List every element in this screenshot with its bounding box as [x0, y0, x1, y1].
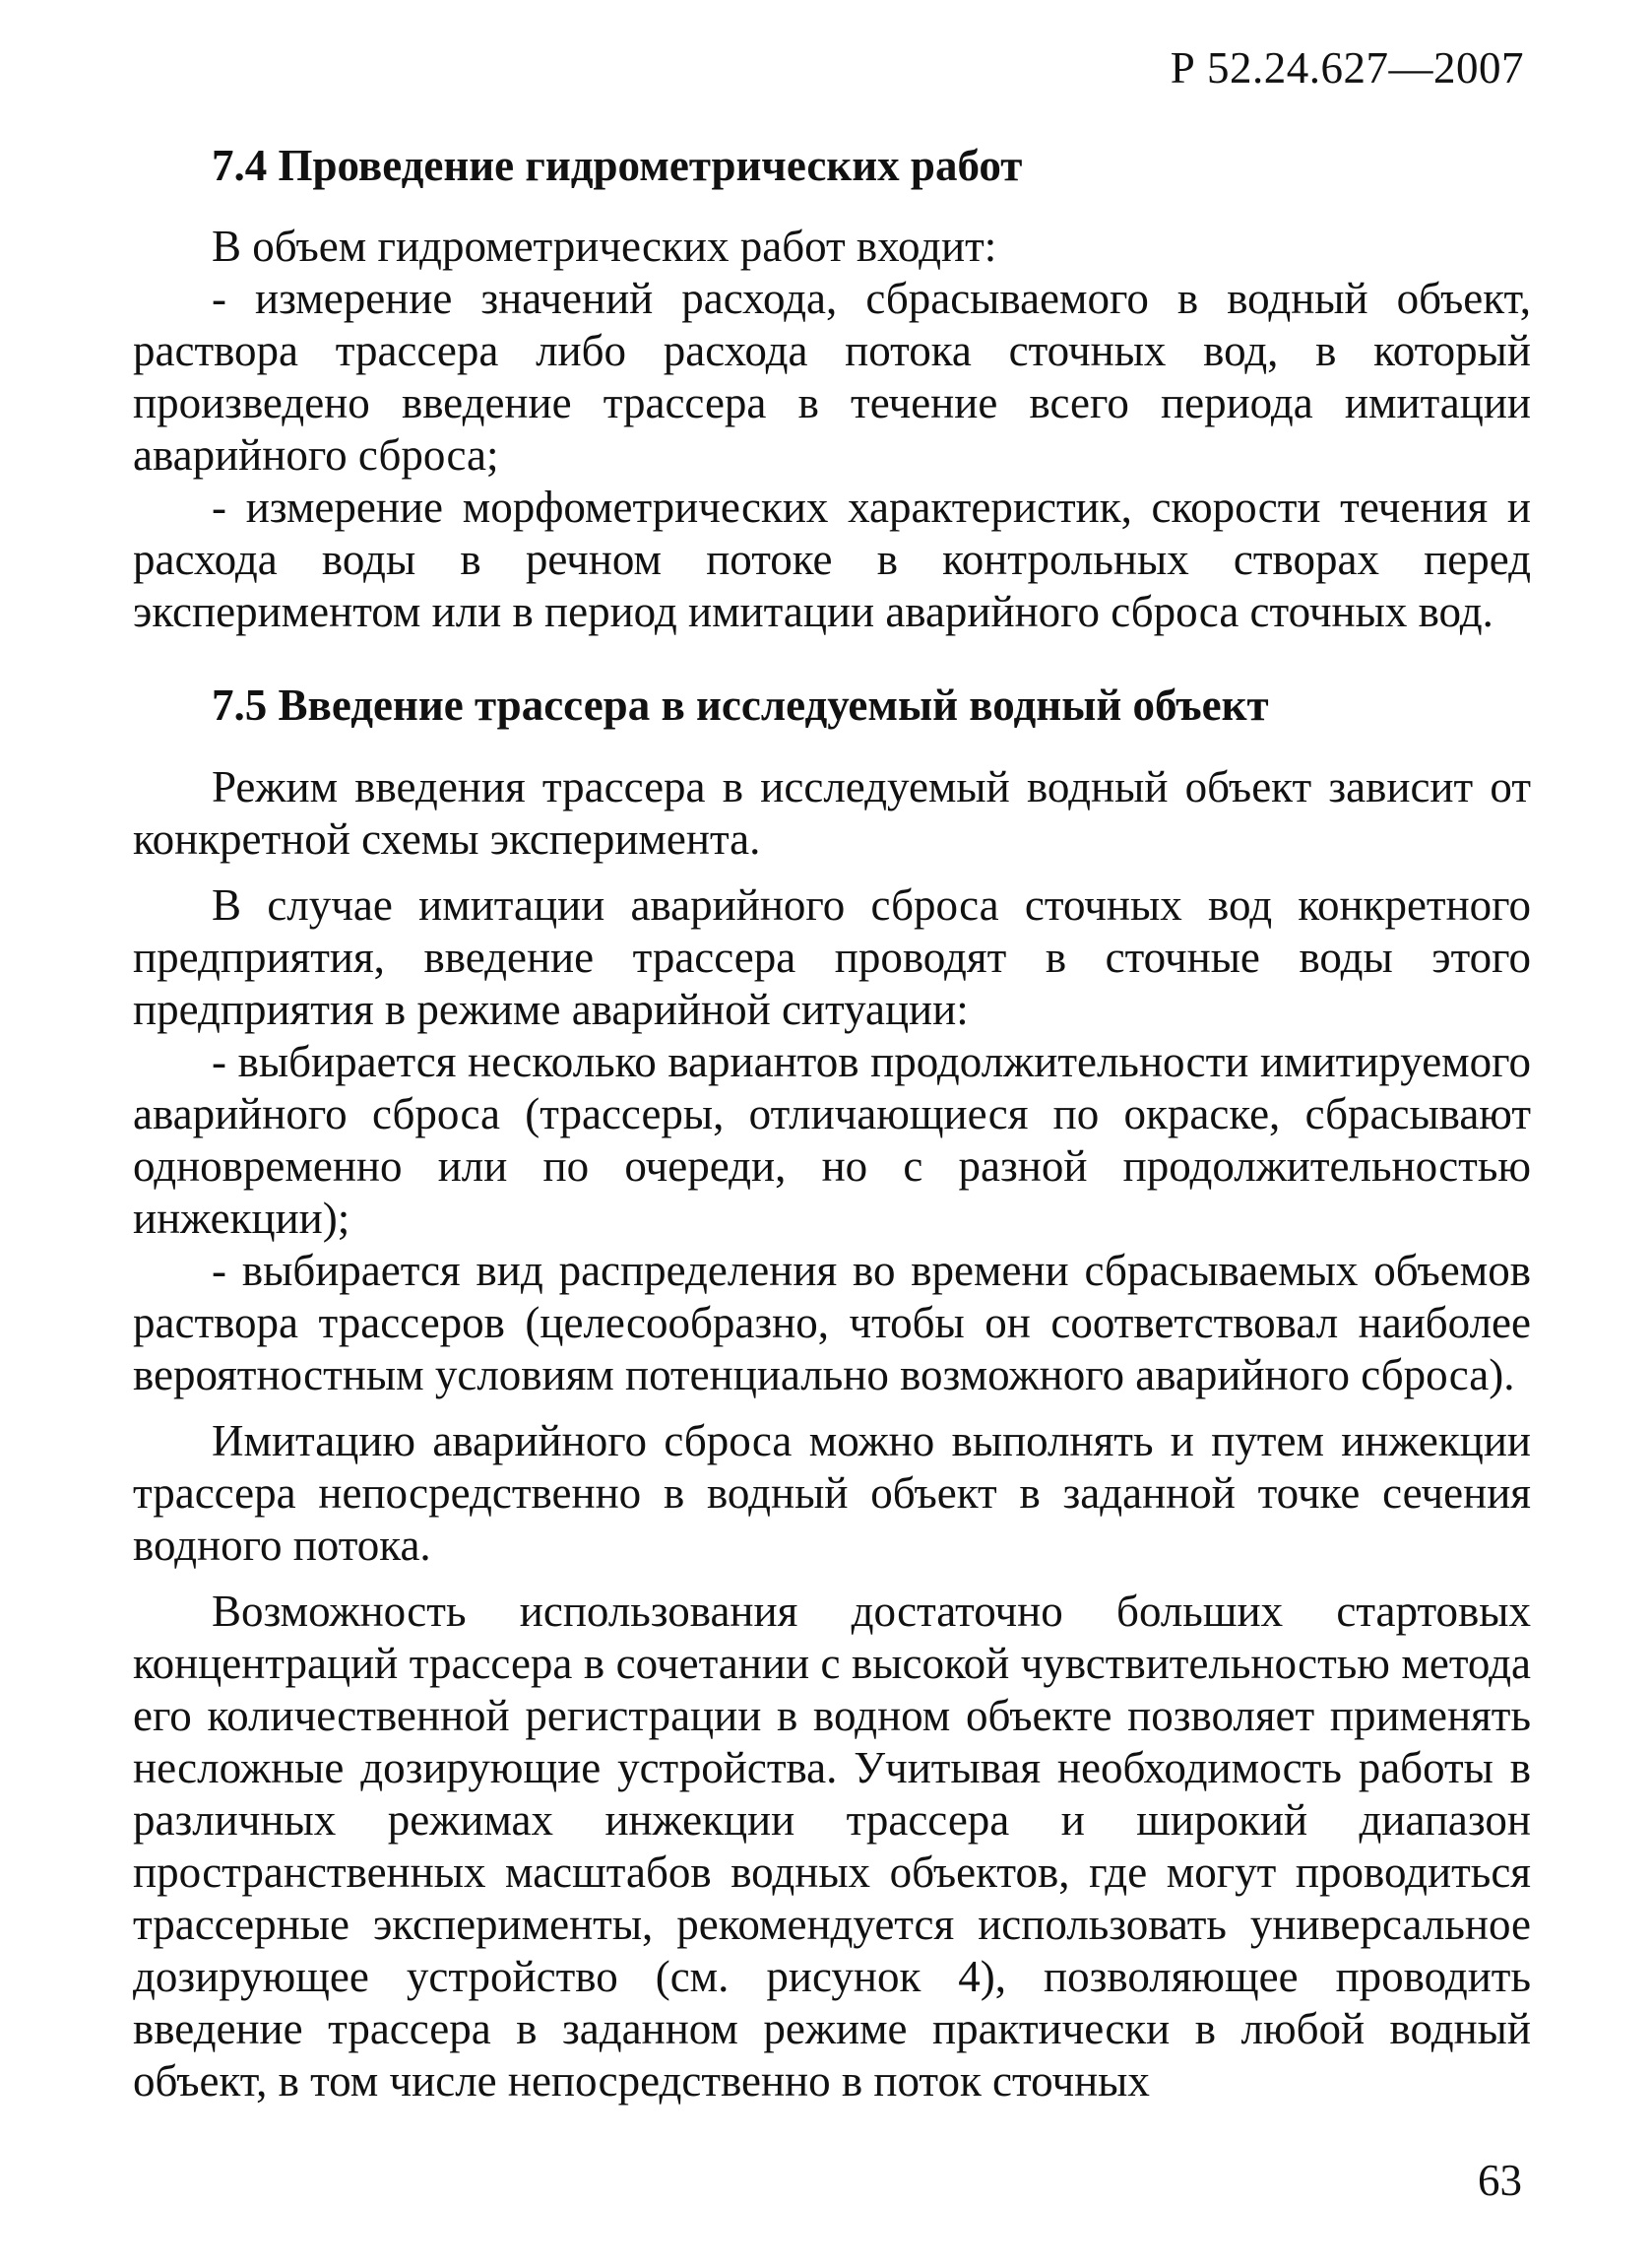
paragraph: Имитацию аварийного сброса можно выполнять и путем инжекции трассера непосредственно в водный объект в заданной точке сечения водного потока. — [133, 1415, 1531, 1570]
list-item: - выбирается вид распределения во времени сбрасываемых объемов раствора трассеров (целесообразно, чтобы он соответствовал наиболее вероятностным условиям потенциально возможного аварийного сброса). — [133, 1245, 1531, 1399]
list-item: - выбирается несколько вариантов продолжительности имитируемого аварийного сброса (трассеры, отличающиеся по окраске, сбрасывают одновременно или по очереди, но с разной продолжительностью инжекции); — [133, 1036, 1531, 1243]
section-heading-7-5: 7.5 Введение трассера в исследуемый водный объект — [212, 680, 1269, 731]
paragraph: Режим введения трассера в исследуемый водный объект зависит от конкретной схемы эксперимента. — [133, 761, 1531, 864]
document-code: Р 52.24.627—2007 — [1170, 43, 1524, 93]
page-content — [133, 138, 1531, 2107]
section-heading-7-4: 7.4 Проведение гидрометрических работ — [212, 141, 1023, 190]
list-item: - измерение значений расхода, сбрасываемого в водный объект, раствора трассера либо расхода потока сточных вод, в который произведено введение трассера в течение всего периода имитации аварийного сброса; — [133, 274, 1531, 481]
page-number: 63 — [1478, 2156, 1522, 2205]
paragraph: В объем гидрометрических работ входит: — [212, 222, 997, 272]
paragraph: Возможность использования достаточно больших стартовых концентраций трассера в сочетании с высокой чувствительностью метода его количественной регистрации в водном объекте позволяет применять несложные дозирующие устройства. Учитывая необходимость работы в различных режимах инжекции трассера и широкий диапазон пространственных масштабов водных объектов, где могут проводиться трассерные эксперименты, рекомендуется использовать универсальное дозирующее устройство (см. рисунок 4), позволяющее проводить введение трассера в заданном режиме практически в любой водный объект, в том числе непосредственно в поток сточных — [133, 1586, 1531, 2106]
paragraph: В случае имитации аварийного сброса сточных вод конкретного предприятия, введение трассера проводят в сточные воды этого предприятия в режиме аварийной ситуации: — [133, 879, 1531, 1034]
list-item: - измерение морфометрических характеристик, скорости течения и расхода воды в речном потоке в контрольных створах перед экспериментом или в период имитации аварийного сброса сточных вод. — [133, 483, 1531, 637]
